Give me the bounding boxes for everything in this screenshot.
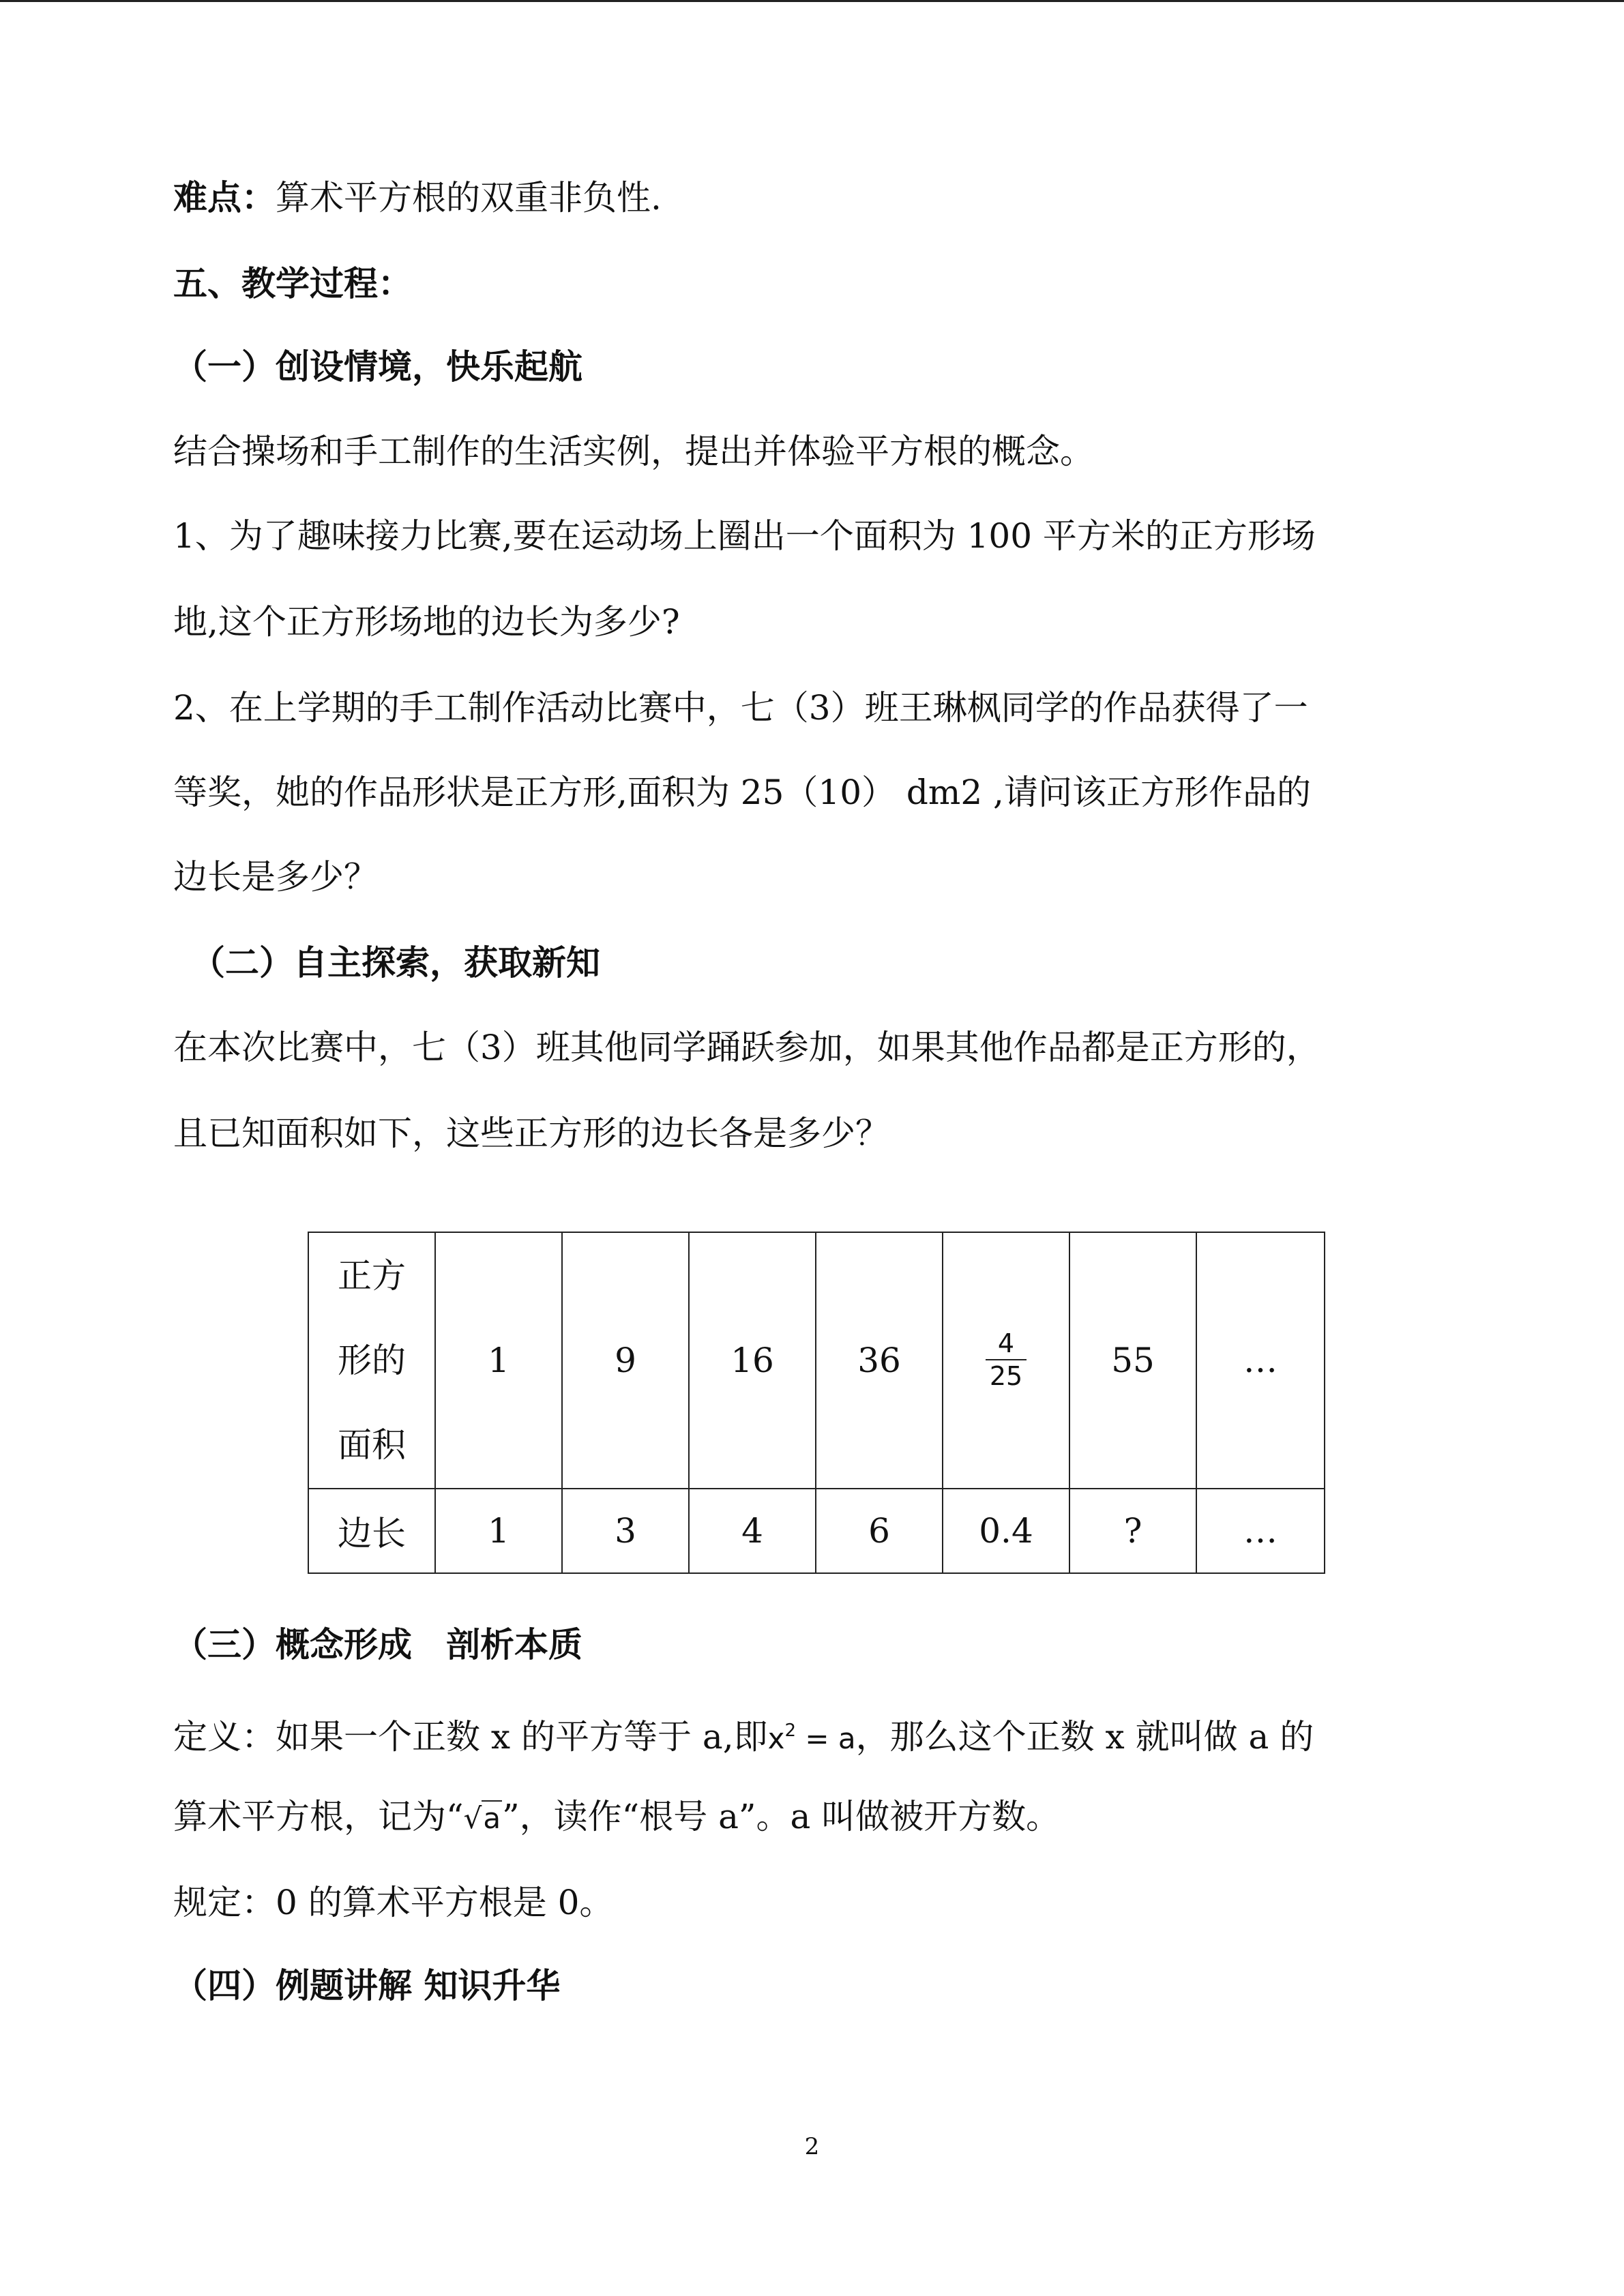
equation-equals-a: = a (796, 1722, 856, 1755)
fraction-denominator: 25 (989, 1361, 1023, 1391)
side-cell-unknown: ? (1069, 1489, 1196, 1573)
question2-line1: 2、在上学期的手工制作活动比赛中，七（3）班王琳枫同学的作品获得了一 (173, 688, 1308, 728)
difficulty-text: 算术平方根的双重非负性. (276, 178, 662, 218)
question2-line2: 等奖，她的作品形状是正方形,面积为 25（10） dm2 ,请问该正方形作品的 (173, 773, 1311, 812)
area-cell-9: 9 (562, 1232, 689, 1489)
area-cell-ellipsis: … (1196, 1232, 1325, 1489)
part2-line1: 在本次比赛中，七（3）班其他同学踊跃参加，如果其他作品都是正方形的， (173, 1028, 1320, 1067)
equation-x: x (767, 1722, 785, 1755)
difficulty-line (173, 177, 1469, 218)
side-cell-0-4: 0.4 (943, 1489, 1069, 1573)
side-cell-1: 1 (435, 1489, 562, 1573)
square-area-table (308, 1232, 1325, 1574)
sqrt-a-symbol (464, 1800, 503, 1835)
question1-line1: 1、为了趣味接力比赛,要在运动场上圈出一个面积为 100 平方米的正方形场 (173, 516, 1316, 556)
side-cell-4: 4 (689, 1489, 816, 1573)
area-header-line3: 面积 (338, 1425, 406, 1465)
area-header-line1: 正方 (338, 1256, 406, 1296)
area-cell-16: 16 (689, 1232, 816, 1489)
equation-exponent: 2 (784, 1720, 796, 1741)
area-cell-fraction (943, 1232, 1069, 1489)
sqrt-sign: √ (463, 1802, 482, 1835)
difficulty-label: 难点： (173, 178, 276, 218)
question2-line3: 边长是多少？ (173, 857, 378, 897)
area-header-line2: 形的 (338, 1341, 406, 1380)
table-row-side (308, 1489, 1325, 1573)
area-header-cell (308, 1232, 435, 1489)
part2-heading: （二）自主探索，获取新知 (191, 943, 600, 983)
area-cell-55: 55 (1069, 1232, 1196, 1489)
equation-x-squared (768, 1722, 856, 1755)
top-border-line (0, 0, 1624, 2)
area-cell-1: 1 (435, 1232, 562, 1489)
fraction-numerator: 4 (986, 1328, 1027, 1360)
part3-heading: （三）概念形成 剖析本质 (173, 1625, 582, 1665)
definition-text-post: ，那么这个正数 x 就叫做 a 的 (855, 1717, 1314, 1757)
page-number: 2 (804, 2133, 820, 2160)
definition-text-pre: 定义：如果一个正数 x 的平方等于 a,即 (173, 1717, 768, 1757)
definition-line2 (173, 1796, 1469, 1839)
notation-text-post: ”，读作“根号 a”。a 叫做被开方数。 (502, 1797, 1061, 1836)
area-cell-36: 36 (816, 1232, 943, 1489)
section5-heading: 五、教学过程： (173, 264, 412, 303)
sqrt-radicand: a (483, 1802, 501, 1835)
question1-line2: 地,这个正方形场地的边长为多少? (173, 602, 680, 642)
definition-line1 (173, 1710, 1469, 1759)
side-cell-6: 6 (816, 1489, 943, 1573)
table-row-area (308, 1232, 1325, 1489)
part2-line2: 且已知面积如下，这些正方形的边长各是多少？ (173, 1114, 889, 1153)
part1-heading: （一）创设情境，快乐起航 (173, 347, 582, 387)
side-cell-ellipsis: … (1196, 1489, 1325, 1573)
side-header-cell: 边长 (308, 1489, 435, 1573)
side-cell-3: 3 (562, 1489, 689, 1573)
fraction-4-25 (986, 1328, 1027, 1392)
rule-line: 规定：0 的算术平方根是 0。 (173, 1883, 614, 1922)
notation-text-pre: 算术平方根，记为“ (173, 1797, 464, 1836)
part1-intro: 结合操场和手工制作的生活实例，提出并体验平方根的概念。 (173, 432, 1094, 471)
part4-heading: （四）例题讲解 知识升华 (173, 1966, 561, 2006)
